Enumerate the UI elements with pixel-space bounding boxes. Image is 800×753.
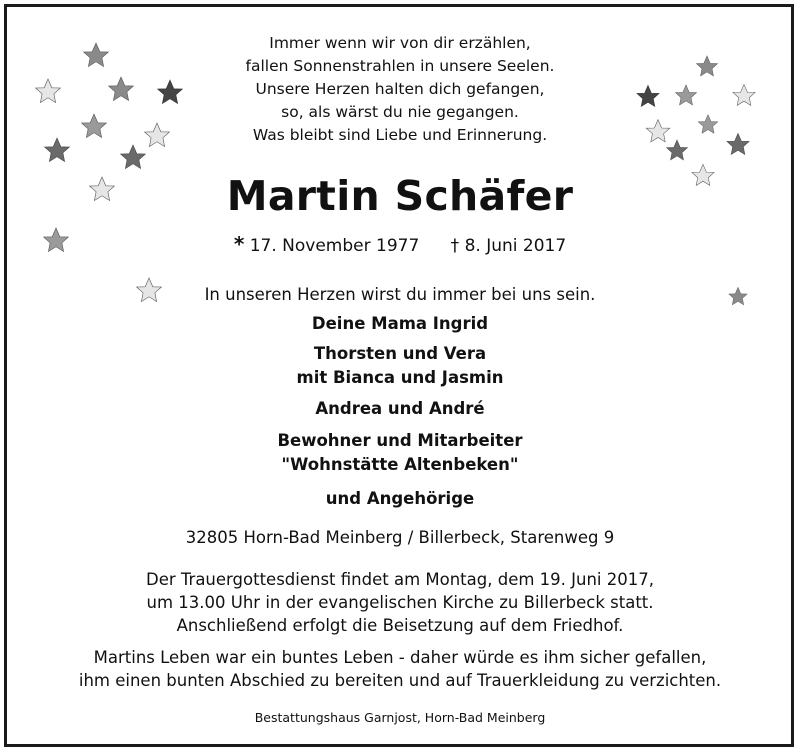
service-line: Anschließend erfolgt die Beisetzung auf dem Friedhof.	[176, 616, 624, 635]
deceased-name: Martin Schäfer	[226, 172, 574, 220]
wish-line: Martins Leben war ein buntes Leben - daher würde es ihm sicher gefallen,	[93, 648, 707, 667]
wish-line: ihm einen bunten Abschied zu bereiten und auf Trauerkleidung zu verzichten.	[78, 671, 722, 690]
mourner-group	[0, 487, 800, 511]
service-info	[0, 568, 800, 637]
death-date: 8. Juni 2017	[464, 236, 567, 256]
mourner-group	[0, 342, 800, 390]
mourner-line: Deine Mama Ingrid	[311, 314, 489, 333]
heart-line: In unseren Herzen wirst du immer bei uns sein.	[204, 285, 596, 304]
star-icon	[121, 145, 146, 169]
address: 32805 Horn-Bad Meinberg / Billerbeck, Starenweg 9	[185, 528, 615, 547]
mourner-group	[0, 397, 800, 421]
service-line: um 13.00 Uhr in der evangelischen Kirche zu Billerbeck statt.	[146, 593, 654, 612]
mourner-line: und Angehörige	[325, 489, 475, 508]
life-dates	[0, 232, 800, 256]
service-line: Der Trauergottesdienst findet am Montag, dem 19. Juni 2017,	[146, 570, 654, 589]
death-symbol: †	[450, 236, 460, 256]
poem-line: Was bleibt sind Liebe und Erinnerung.	[252, 126, 548, 144]
birth-date-group	[233, 232, 425, 256]
mourner-line: Bewohner und Mitarbeiter	[277, 431, 523, 450]
mourner-line: Andrea und André	[315, 399, 485, 418]
mourner-line: Thorsten und Vera	[313, 344, 487, 363]
birth-symbol: *	[233, 232, 245, 256]
poem	[0, 32, 800, 147]
mourner-group	[0, 429, 800, 477]
poem-line: so, als wärst du nie gegangen.	[281, 103, 519, 121]
death-date-group	[451, 236, 566, 256]
dress-code-wish	[0, 646, 800, 692]
mourner-line: "Wohnstätte Altenbeken"	[281, 455, 519, 474]
poem-line: Unsere Herzen halten dich gefangen,	[255, 80, 545, 98]
poem-line: Immer wenn wir von dir erzählen,	[269, 34, 531, 52]
poem-line: fallen Sonnenstrahlen in unsere Seelen.	[245, 57, 555, 75]
birth-date: 17. November 1977	[249, 236, 420, 256]
mourner-line: mit Bianca und Jasmin	[296, 368, 504, 387]
mourner-group	[0, 312, 800, 336]
undertaker: Bestattungshaus Garnjost, Horn-Bad Meinberg	[254, 710, 546, 725]
